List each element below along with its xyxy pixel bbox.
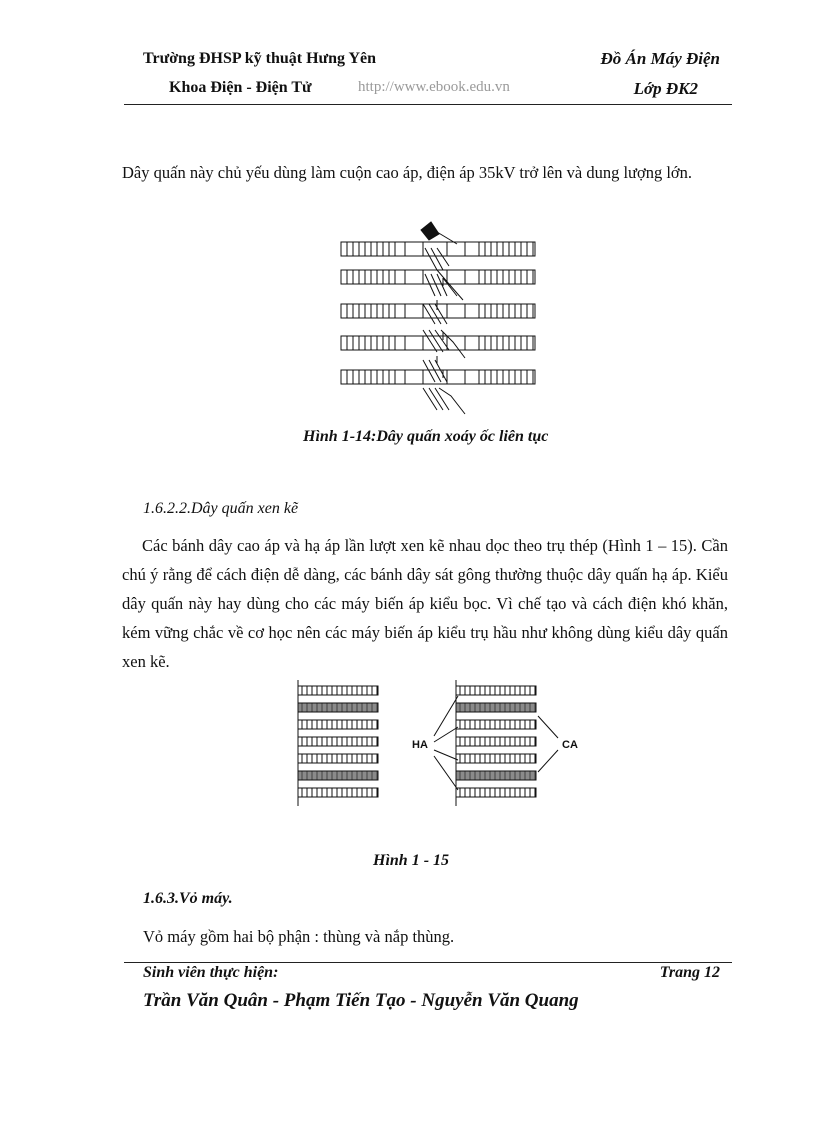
disc: [298, 720, 378, 729]
footer-authors: Trần Văn Quân - Phạm Tiến Tạo - Nguyễn Văn Quang: [143, 990, 579, 1011]
figure1-caption: Hình 1-14:Dây quấn xoáy ốc liên tục: [303, 428, 549, 445]
header-school: Trường ĐHSP kỹ thuật Hưng Yên: [143, 50, 376, 67]
disc: [456, 771, 536, 780]
subsection-heading: 1.6.3.Vỏ máy.: [143, 890, 233, 907]
disc-row: [341, 336, 535, 350]
subsection-paragraph: Vỏ máy gồm hai bộ phận : thùng và nắp thùng.: [143, 927, 455, 946]
header-rule: [124, 104, 732, 105]
disc: [298, 737, 378, 746]
winding-lead-terminal: [421, 222, 439, 240]
disc: [298, 686, 378, 695]
disc: [298, 771, 378, 780]
header-class: Lớp ĐK2: [633, 79, 698, 98]
footer-performer-label: Sinh viên thực hiện:: [143, 964, 279, 981]
disc-row: [341, 304, 535, 318]
disc: [456, 737, 536, 746]
ha-label: HA: [412, 739, 428, 751]
intro-paragraph: Dây quấn này chủ yếu dùng làm cuộn cao áp, điện áp 35kV trở lên và dung lượng lớn.: [122, 163, 693, 182]
right-disc-stack: [456, 680, 536, 806]
section-heading: 1.6.2.2.Dây quấn xen kẽ: [143, 500, 299, 517]
left-disc-stack: [298, 680, 378, 806]
disc: [298, 788, 378, 797]
footer-page-label: Trang 12: [659, 964, 720, 981]
disc: [456, 754, 536, 763]
section-paragraph: Các bánh dây cao áp và hạ áp lần lượt xen kẽ nhau dọc theo trụ thép (Hình 1 – 15). Cần chú ý rằng để cách điện dễ dàng, các bánh dây sát gông thường thuộc dây quấn hạ áp. Kiểu dây quấn này hay dùng cho các máy biến áp kiểu bọc. Vì chế tạo và cách điện khó khăn, kém vững chắc về cơ học nên các máy biến áp kiểu trụ hầu như không dùng kiểu dây quấn xen kẽ.: [122, 536, 728, 671]
footer-rule: [124, 962, 732, 963]
ca-label: CA: [562, 739, 578, 751]
header-url[interactable]: http://www.ebook.edu.vn: [358, 79, 510, 95]
disc: [298, 703, 378, 712]
disc: [456, 703, 536, 712]
figure-helical-winding: [339, 220, 539, 420]
header-department: Khoa Điện - Điện Tử: [169, 79, 312, 96]
figure2-caption: Hình 1 - 15: [373, 852, 450, 869]
disc: [456, 686, 536, 695]
disc: [456, 788, 536, 797]
disc: [456, 720, 536, 729]
figure-interleaved-winding: [296, 680, 596, 815]
winding-discs: [341, 242, 535, 384]
header-project: Đồ Án Máy Điện: [600, 49, 720, 68]
disc: [298, 754, 378, 763]
